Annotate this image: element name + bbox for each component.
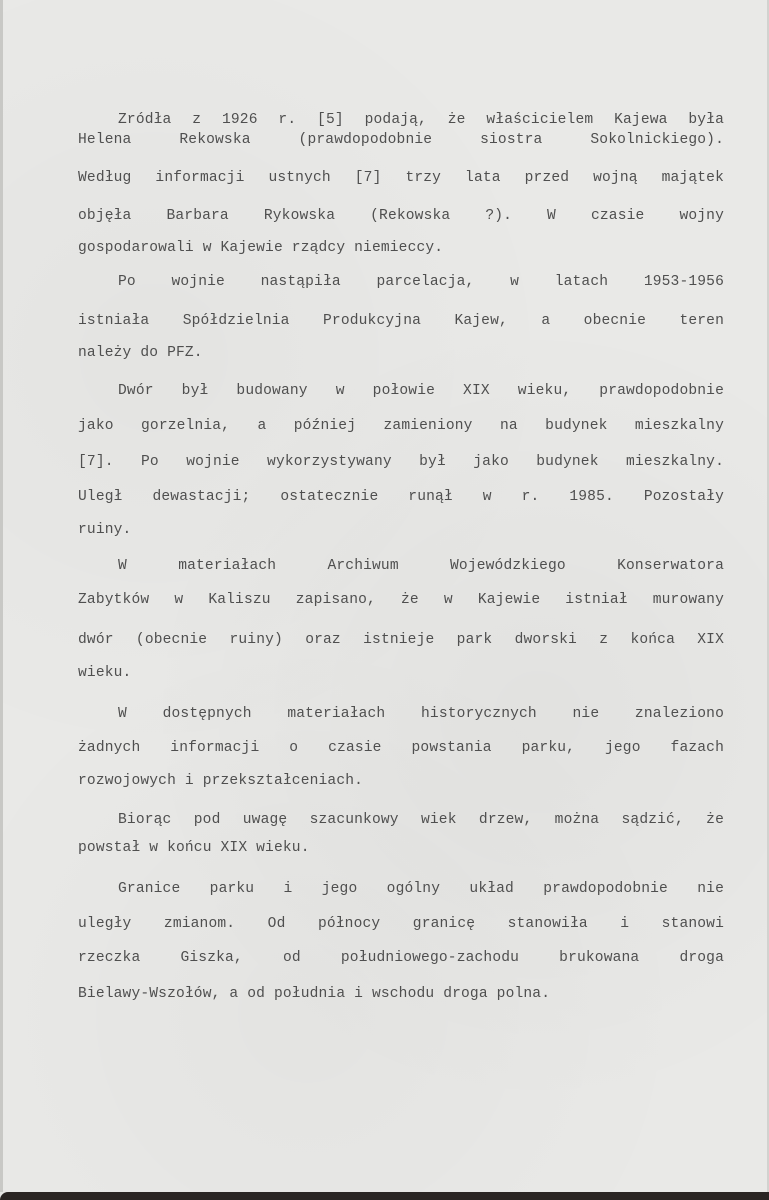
paragraph-7 bbox=[78, 881, 724, 1003]
page-left-edge bbox=[0, 0, 3, 1192]
scan-bottom-border bbox=[0, 1192, 769, 1200]
text-line: Po wojnie nastąpiła parcelacja, w latach 1953-1956 bbox=[118, 274, 724, 290]
text-line: W materiałach Archiwum Wojewódzkiego Konserwatora bbox=[118, 558, 724, 574]
text-line: gospodarowali w Kajewie rządcy niemieccy. bbox=[78, 240, 444, 256]
paragraph-4 bbox=[78, 558, 724, 682]
text-line: uległy zmianom. Od północy granicę stanowiła i stanowi bbox=[78, 916, 724, 932]
document-body bbox=[78, 112, 724, 1003]
paragraph-3 bbox=[78, 383, 724, 539]
paragraph-5 bbox=[78, 706, 724, 790]
text-line: rzeczka Giszka, od południowego-zachodu brukowana droga bbox=[78, 950, 724, 966]
text-line: Dwór był budowany w połowie XIX wieku, prawdopodobnie bbox=[118, 383, 724, 399]
text-line: żadnych informacji o czasie powstania parku, jego fazach bbox=[78, 740, 724, 756]
text-line: ruiny. bbox=[78, 522, 132, 538]
text-line: Według informacji ustnych [7] trzy lata przed wojną majątek bbox=[78, 170, 724, 186]
text-line: dwór (obecnie ruiny) oraz istnieje park dworski z końca XIX bbox=[78, 632, 724, 648]
text-line: należy do PFZ. bbox=[78, 345, 203, 361]
text-line: Granice parku i jego ogólny układ prawdopodobnie nie bbox=[118, 881, 724, 897]
text-line: powstał w końcu XIX wieku. bbox=[78, 840, 310, 856]
text-line: objęła Barbara Rykowska (Rekowska ?). W czasie wojny bbox=[78, 208, 724, 224]
text-line: [7]. Po wojnie wykorzystywany był jako budynek mieszkalny. bbox=[78, 454, 724, 470]
paragraph-1 bbox=[78, 112, 724, 257]
text-line: jako gorzelnia, a później zamieniony na budynek mieszkalny bbox=[78, 418, 724, 434]
text-line: Zabytków w Kaliszu zapisano, że w Kajewie istniał murowany bbox=[78, 592, 724, 608]
paragraph-2 bbox=[78, 274, 724, 362]
text-line: Biorąc pod uwagę szacunkowy wiek drzew, można sądzić, że bbox=[118, 812, 724, 828]
text-line: Uległ dewastacji; ostatecznie runął w r. 1985. Pozostały bbox=[78, 489, 724, 505]
text-line: W dostępnych materiałach historycznych nie znaleziono bbox=[118, 706, 724, 722]
text-line: rozwojowych i przekształceniach. bbox=[78, 773, 364, 789]
text-line: istniała Spółdzielnia Produkcyjna Kajew, a obecnie teren bbox=[78, 313, 724, 329]
paragraph-6 bbox=[78, 812, 724, 857]
text-line: Bielawy-Wszołów, a od południa i wschodu droga polna. bbox=[78, 986, 551, 1002]
text-line: Helena Rekowska (prawdopodobnie siostra Sokolnickiego). bbox=[78, 132, 724, 148]
text-line: wieku. bbox=[78, 665, 132, 681]
text-line: Zródła z 1926 r. [5] podają, że właścicielem Kajewa była bbox=[118, 112, 724, 128]
